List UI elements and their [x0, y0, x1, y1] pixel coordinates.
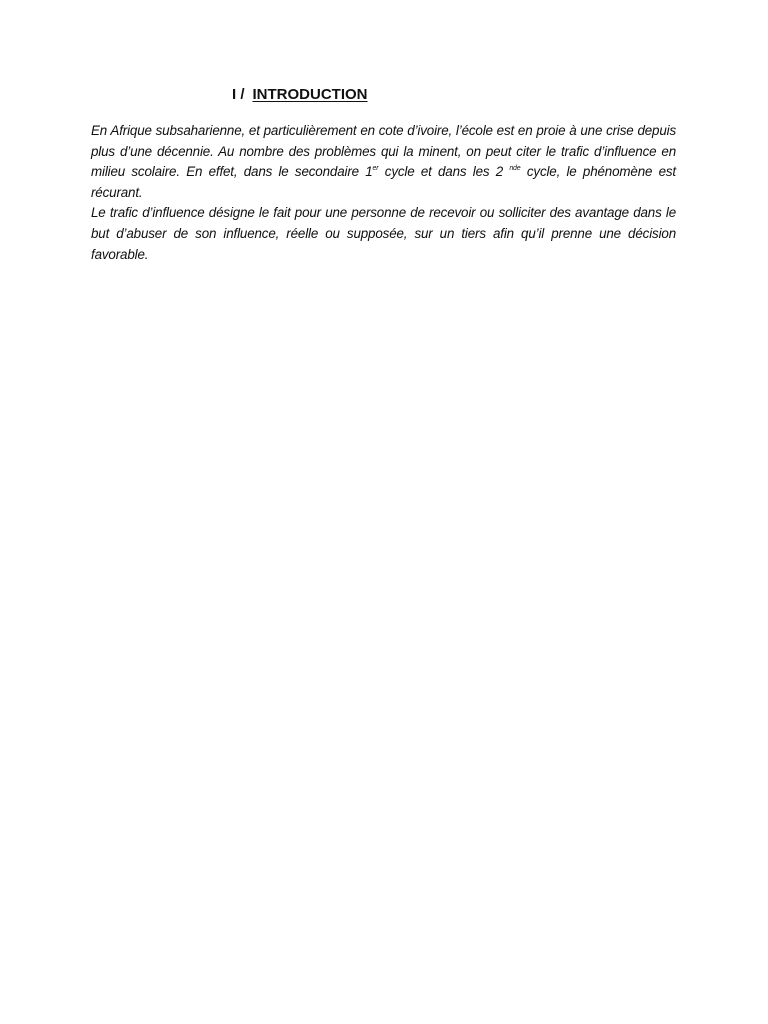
section-number: I /	[232, 86, 245, 103]
introduction-body	[91, 121, 676, 265]
paragraph-1-text-b: cycle et dans les 2	[378, 164, 510, 180]
paragraph-2: Le trafic d’influence désigne le fait pour une personne de recevoir ou solliciter des avantage dans le but d’abuser de son influence, réelle ou supposée, sur un tiers afin qu’il prenne une décision favorable.	[91, 205, 676, 262]
superscript-er: er	[372, 165, 379, 173]
section-title: INTRODUCTION	[252, 86, 368, 103]
paragraph-1-text-a: En Afrique subsaharienne, et particulièrement en cote d’ivoire, l’école est en proie à une crise depuis plus d’une décennie. Au nombre des problèmes qui la minent, on peut citer le trafic d’influence en milieu scolaire. En effet, dans le secondaire 1	[91, 123, 676, 180]
paragraph-1-text-c: cycle, le phénomène est récurant.	[91, 164, 677, 200]
section-heading	[232, 86, 368, 103]
paragraph-1	[91, 121, 676, 203]
superscript-nde: nde	[509, 165, 521, 173]
